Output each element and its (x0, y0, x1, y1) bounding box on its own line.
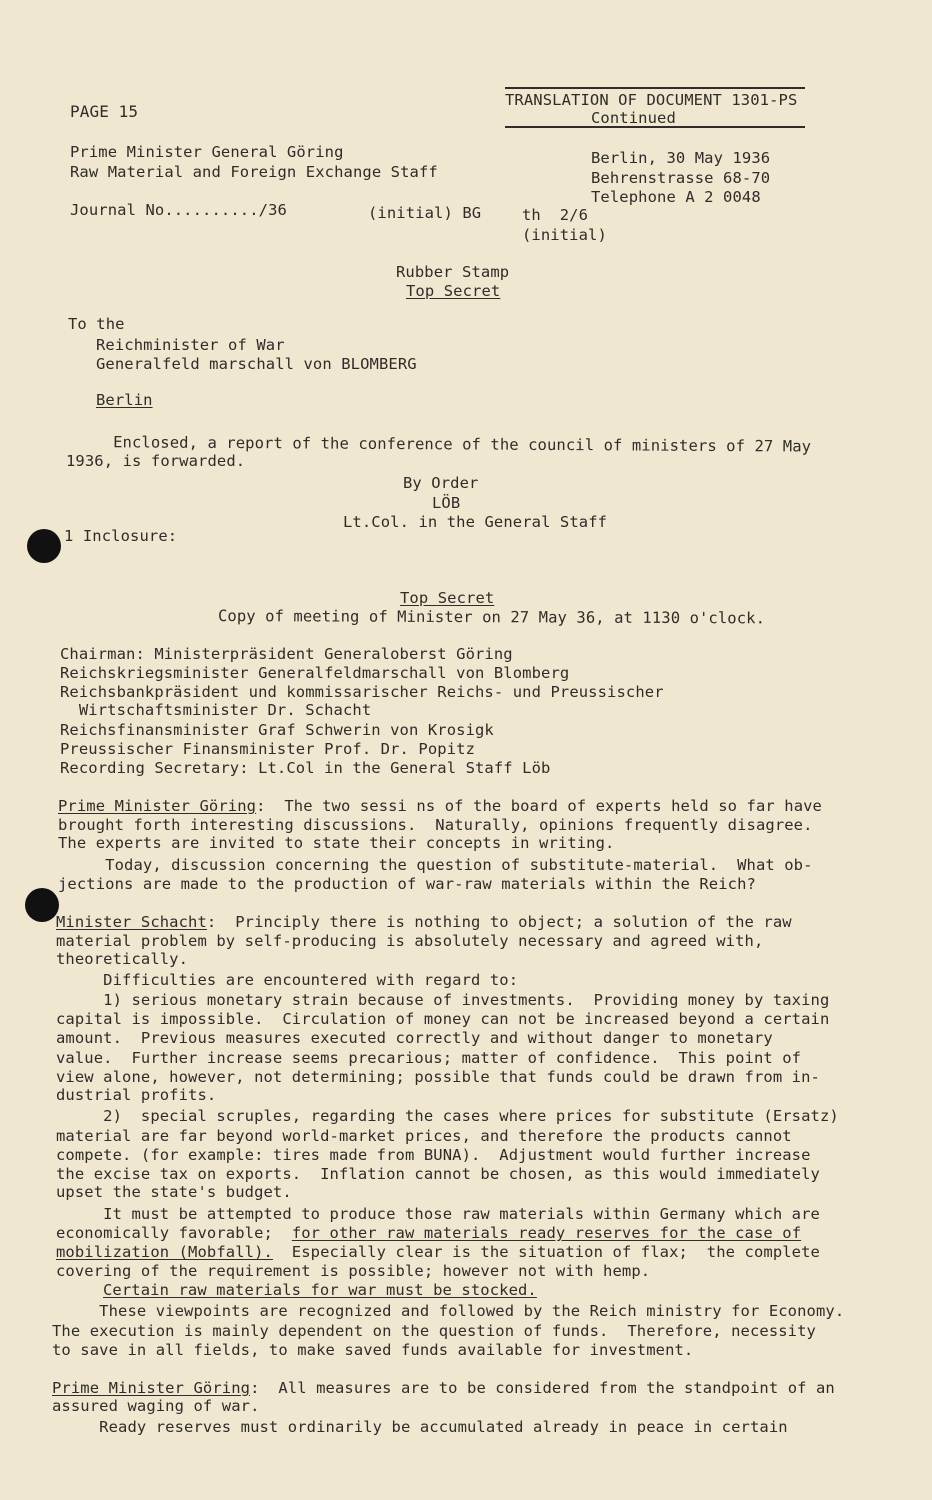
statement-line: material are far beyond world-market prices, and therefore the products cannot (56, 1127, 792, 1145)
statement-line: These viewpoints are recognized and followed by the Reich ministry for Economy. (52, 1302, 845, 1320)
date-line: Berlin, 30 May 1936 (591, 149, 771, 167)
statement-line: 2) special scruples, regarding the cases where prices for substitute (Ersatz) (56, 1107, 839, 1125)
speaker-label: Minister Schacht (56, 913, 207, 931)
statement-line: It must be attempted to produce those raw materials within Germany which are (56, 1205, 820, 1223)
statement-line: material problem by self-producing is absolutely necessary and agreed with, (56, 932, 764, 950)
statement-line: dustrial profits. (56, 1086, 217, 1104)
speaker-label: Prime Minister Göring (52, 1379, 251, 1397)
statement-text: Especially clear is the situation of flax; the complete (272, 1243, 820, 1261)
statement-line: amount. Previous measures executed correctly and without danger to monetary (56, 1029, 773, 1047)
statement-line: view alone, however, not determining; possible that funds could be drawn from in- (56, 1068, 820, 1086)
th-date: th 2/6 (522, 206, 589, 224)
statement-text: economically favorable; (56, 1224, 273, 1242)
statement-line: Ready reserves must ordinarily be accumulated already in peace in certain (52, 1418, 788, 1436)
attendee-line: Reichsfinansminister Graf Schwerin von Krosigk (60, 721, 494, 739)
address-city: Berlin (96, 391, 153, 409)
statement-line (56, 1243, 820, 1261)
street-line: Behrenstrasse 68-70 (591, 169, 771, 187)
underlined-mobilization: mobilization (Mobfall). (56, 1243, 273, 1261)
statement-text: : The two sessi ns of the board of experts held so far have (256, 797, 822, 815)
letter-body-line1: Enclosed, a report of the conference of the council of ministers of 27 May (65, 433, 812, 456)
stamp-top-secret: Top Secret (406, 282, 501, 300)
statement-line: theoretically. (56, 950, 189, 968)
statement-text: : All measures are to be considered from the standpoint of an (250, 1379, 835, 1397)
letter-body-line2: 1936, is forwarded. (66, 452, 246, 470)
address-line1: Reichminister of War (96, 336, 285, 354)
page-label: PAGE 15 (70, 102, 139, 121)
statement-line: 1) serious monetary strain because of investments. Providing money by taxing (56, 991, 830, 1009)
journal-number: Journal No........../36 (70, 201, 287, 219)
letterhead-line1: Prime Minister General Göring (70, 143, 344, 161)
statement-line: covering of the requirement is possible; however not with hemp. (56, 1262, 651, 1280)
stamp-label: Rubber Stamp (396, 263, 510, 281)
underlined-reserves: for other raw materials ready reserves for the case of (291, 1224, 802, 1242)
statement-line: The experts are invited to state their concepts in writing. (58, 834, 615, 852)
statement-line (58, 797, 822, 815)
statement-line: brought forth interesting discussions. Naturally, opinions frequently disagree. (58, 816, 813, 834)
statement-line: Today, discussion concerning the question of substitute-material. What ob- (58, 856, 813, 874)
statement-line (52, 1379, 835, 1397)
attendee-line: Recording Secretary: Lt.Col in the General Staff Löb (60, 759, 551, 777)
address-line2: Generalfeld marschall von BLOMBERG (96, 355, 417, 373)
telephone-line: Telephone A 2 0048 (591, 188, 761, 206)
minutes-top-secret: Top Secret (400, 589, 495, 607)
initial-bg: (initial) BG (368, 204, 482, 222)
speaker-label: Prime Minister Göring (58, 797, 257, 815)
punch-hole-bottom (25, 888, 59, 922)
attendee-line: Reichskriegsminister Generalfeldmarschall von Blomberg (60, 664, 570, 682)
statement-line: Difficulties are encountered with regard to: (56, 971, 519, 989)
initial-note: (initial) (522, 226, 607, 244)
attendee-line: Reichsbankpräsident und kommissarischer Reichs- und Preussischer (60, 683, 664, 701)
statement-line: the excise tax on exports. Inflation cannot be chosen, as this would immediately (56, 1165, 820, 1183)
attendee-line: Chairman: Ministerpräsident Generaloberst Göring (60, 645, 513, 663)
statement-line (56, 1224, 801, 1242)
statement-text: : Principly there is nothing to object; a solution of the raw (206, 913, 792, 931)
statement-line: compete. (for example: tires made from BUNA). Adjustment would further increase (56, 1146, 811, 1164)
punch-hole-top (27, 529, 61, 563)
statement-line: value. Further increase seems precarious; matter of confidence. This point of (56, 1049, 802, 1067)
signer-name: LÖB (432, 494, 461, 512)
continued-label: Continued (591, 109, 676, 127)
statement-line: to save in all fields, to make saved funds available for investment. (52, 1341, 694, 1359)
spacer (273, 1224, 292, 1242)
enclosure-note: 1 Inclosure: (64, 527, 178, 545)
translation-title: TRANSLATION OF DOCUMENT 1301-PS (505, 91, 798, 109)
title-bottom-rule (505, 126, 805, 128)
attendee-line: Preussischer Finansminister Prof. Dr. Popitz (60, 740, 475, 758)
signer-title: Lt.Col. in the General Staff (343, 513, 608, 531)
minutes-title: Copy of meeting of Minister on 27 May 36, at 1130 o'clock. (217, 607, 766, 628)
stocked-note: Certain raw materials for war must be stocked. (103, 1281, 537, 1299)
by-order: By Order (403, 474, 479, 492)
letterhead-line2: Raw Material and Foreign Exchange Staff (70, 163, 438, 181)
attendee-line: Wirtschaftsminister Dr. Schacht (60, 701, 372, 719)
statement-line: capital is impossible. Circulation of money can not be increased beyond a certain (56, 1010, 830, 1028)
statement-line: assured waging of war. (52, 1397, 260, 1415)
statement-line (56, 913, 792, 931)
statement-line: upset the state's budget. (56, 1183, 292, 1201)
statement-line: The execution is mainly dependent on the question of funds. Therefore, necessity (52, 1322, 816, 1340)
title-top-rule (505, 87, 805, 89)
statement-line: jections are made to the production of war-raw materials within the Reich? (58, 875, 756, 893)
address-to: To the (68, 315, 125, 333)
